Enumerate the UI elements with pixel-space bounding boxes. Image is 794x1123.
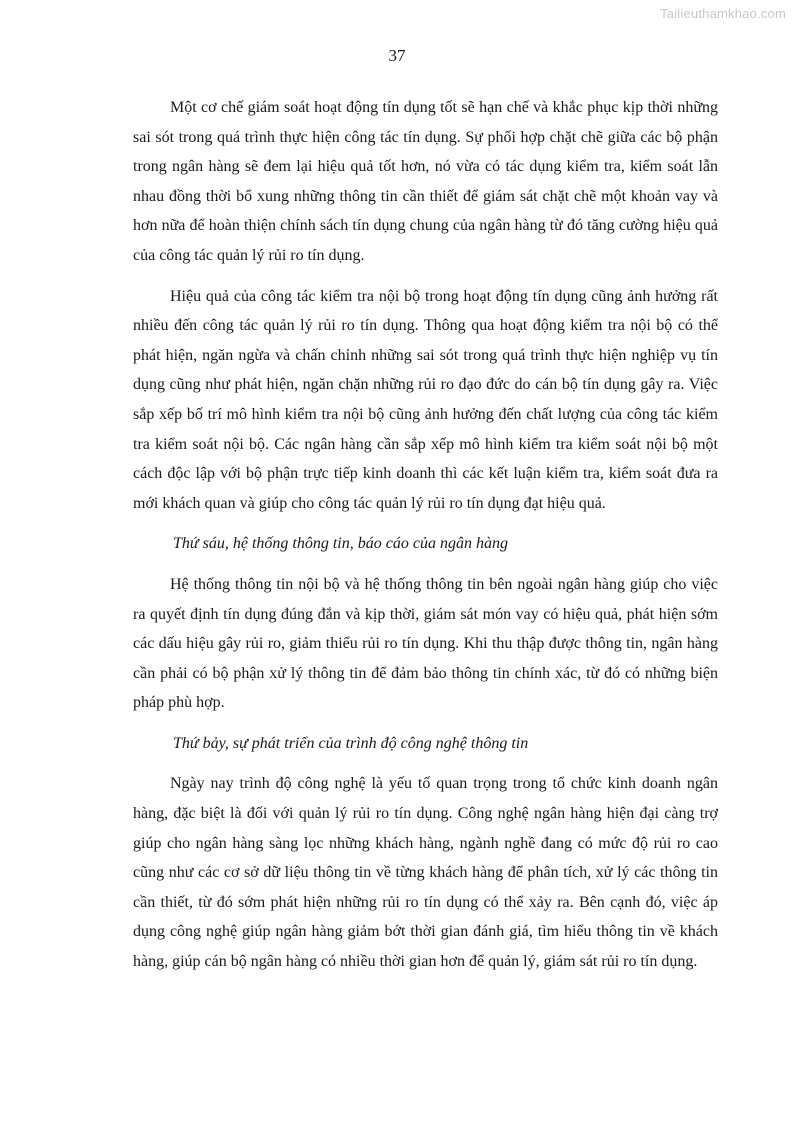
document-body [133,93,718,977]
heading-information-system: Thứ sáu, hệ thống thông tin, báo cáo của ngân hàng [173,535,508,553]
paragraph-information-system: Hệ thống thông tin nội bộ và hệ thống thông tin bên ngoài ngân hàng giúp cho việc ra quyết định tín dụng đúng đắn và kịp thời, giám sát món vay có hiệu quả, phát hiện sớm các dấu hiệu gây rủi ro, giảm thiểu rủi ro tín dụng. Khi thu thập được thông tin, ngân hàng cần phải có bộ phận xử lý thông tin để đảm bảo thông tin chính xác, từ đó có những biện pháp phù hợp. [133,575,718,712]
page-number: 37 [388,46,406,65]
watermark: Tailieuthamkhao.com [660,6,786,21]
heading-technology: Thứ bảy, sự phát triển của trình độ công nghệ thông tin [173,734,529,752]
paragraph-credit-monitoring: Một cơ chế giám soát hoạt động tín dụng tốt sẽ hạn chế và khắc phục kịp thời những sai sót trong quá trình thực hiện công tác tín dụng. Sự phối hợp chặt chẽ giữa các bộ phận trong ngân hàng sẽ đem lại hiệu quả tốt hơn, nó vừa có tác dụng kiểm tra, kiểm soát lẫn nhau đồng thời bổ xung những thông tin cần thiết để giám sát chặt chẽ một khoản vay và hơn nữa để hoàn thiện chính sách tín dụng chung của ngân hàng từ đó tăng cường hiệu quả của công tác quản lý rủi ro tín dụng. [133,99,718,264]
paragraph-technology: Ngày nay trình độ công nghệ là yếu tố quan trọng trong tổ chức kinh doanh ngân hàng, đặc biệt là đối với quản lý rủi ro tín dụng. Công nghệ ngân hàng hiện đại càng trợ giúp cho ngân hàng sàng lọc những khách hàng, ngành nghề đang có mức độ rủi ro cao cũng như các cơ sở dữ liệu thông tin về từng khách hàng để phân tích, xử lý các thông tin cần thiết, từ đó sớm phát hiện những rủi ro tín dụng có thể xảy ra. Bên cạnh đó, việc áp dụng công nghệ giúp ngân hàng giảm bớt thời gian đánh giá, tìm hiểu thông tin về khách hàng, giúp cán bộ ngân hàng có nhiều thời gian hơn để quản lý, giám sát rủi ro tín dụng. [133,775,718,971]
paragraph-internal-audit: Hiệu quả của công tác kiểm tra nội bộ trong hoạt động tín dụng cũng ảnh hưởng rất nhiều đến công tác quản lý rủi ro tín dụng. Thông qua hoạt động kiểm tra nội bộ có thể phát hiện, ngăn ngừa và chấn chỉnh những sai sót trong quá trình thực hiện nghiệp vụ tín dụng cũng như phát hiện, ngăn chặn những rủi ro đạo đức do cán bộ tín dụng gây ra. Việc sắp xếp bố trí mô hình kiểm tra nội bộ cũng ảnh hưởng đến chất lượng của công tác kiểm tra kiểm soát nội bộ. Các ngân hàng cần sắp xếp mô hình kiểm tra kiểm soát nội bộ một cách độc lập với bộ phận trực tiếp kinh doanh thì các kết luận kiểm tra, kiểm soát đưa ra mới khách quan và giúp cho công tác quản lý rủi ro tín dụng đạt hiệu quả. [133,287,718,512]
